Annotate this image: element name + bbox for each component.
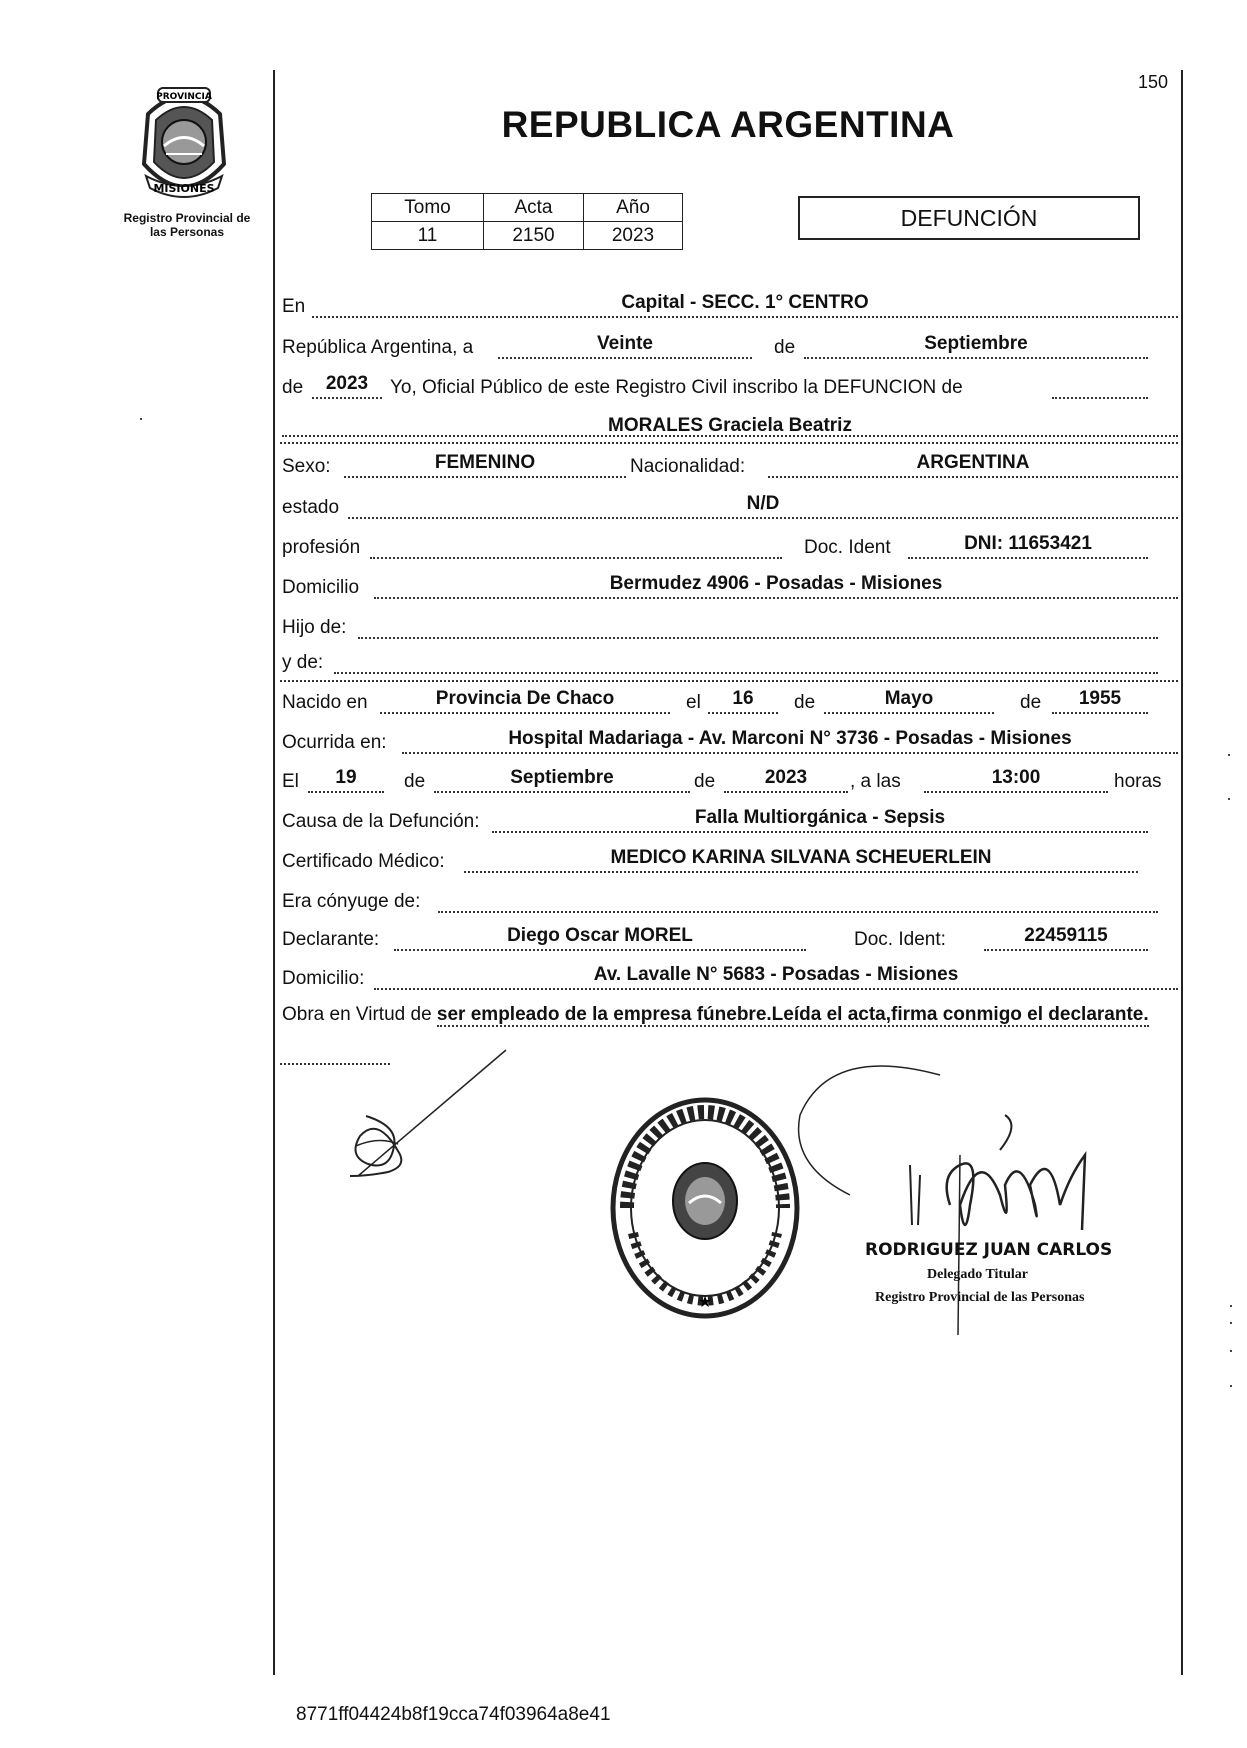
svg-text:PROVINCIA: PROVINCIA — [156, 92, 212, 102]
value-declarante-doc: 22459115 — [1024, 925, 1108, 946]
field-dia — [498, 333, 752, 359]
label-hijo-de: Hijo de: — [282, 617, 347, 638]
field-hijo-de — [358, 613, 1158, 639]
field-mes — [804, 333, 1148, 359]
field-declarante-doc — [984, 925, 1148, 951]
label-estado: estado — [282, 497, 340, 518]
record-header-tomo: Tomo — [372, 194, 484, 222]
field-def-hora — [924, 767, 1108, 793]
label-de-mes: de — [774, 337, 796, 358]
field-estado — [348, 493, 1178, 519]
scan-speck — [1230, 1350, 1232, 1352]
field-anio — [312, 373, 382, 399]
label-ocurrida-en: Ocurrida en: — [282, 732, 387, 753]
row-profesion — [282, 533, 1148, 559]
field-nombre — [282, 411, 1178, 437]
value-domicilio-declarante: Av. Lavalle N° 5683 - Posadas - Misiones — [593, 964, 959, 985]
value-certificado: MEDICO KARINA SILVANA SCHEUERLEIN — [610, 847, 992, 868]
record-value-acta: 2150 — [484, 222, 584, 250]
left-margin-line — [273, 70, 275, 1675]
row-nombre — [282, 411, 1178, 437]
label-de-nac-mes: de — [794, 692, 816, 713]
value-nacido-en: Provincia De Chaco — [435, 688, 615, 709]
field-lugar — [312, 292, 1178, 318]
value-anio: 2023 — [325, 373, 369, 394]
label-conyuge: Era cónyuge de: — [282, 891, 421, 912]
field-nac-anio — [1052, 688, 1148, 714]
record-table-value-row — [372, 222, 683, 250]
row-declarante — [282, 925, 1148, 951]
record-value-anio: 2023 — [584, 222, 683, 250]
row-y-de — [282, 648, 1158, 674]
field-def-mes — [434, 767, 690, 793]
field-domicilio-declarante — [374, 964, 1178, 990]
value-lugar: Capital - SECC. 1° CENTRO — [621, 292, 869, 313]
label-certificado: Certificado Médico: — [282, 851, 445, 872]
value-domicilio: Bermudez 4906 - Posadas - Misiones — [609, 573, 943, 594]
field-ocurrida-en — [402, 728, 1178, 754]
record-type-box: DEFUNCIÓN — [798, 196, 1140, 240]
field-nacido-en — [380, 688, 670, 714]
document-title: REPUBLICA ARGENTINA — [501, 104, 955, 145]
scan-speck — [1230, 1385, 1232, 1387]
field-domicilio — [374, 573, 1178, 599]
value-nombre: MORALES Graciela Beatriz — [608, 415, 852, 436]
label-en: En — [282, 296, 306, 317]
value-dni: DNI: 11653421 — [964, 533, 1092, 554]
record-value-tomo: 11 — [372, 222, 484, 250]
scan-speck — [1230, 1322, 1232, 1324]
label-nacionalidad: Nacionalidad: — [630, 456, 746, 477]
row-causa — [282, 807, 1148, 833]
page-number: 150 — [1138, 72, 1169, 92]
label-nacido-en: Nacido en — [282, 692, 368, 713]
label-de-anio: de — [282, 377, 304, 398]
label-el: el — [686, 692, 701, 713]
label-y-de: y de: — [282, 652, 324, 673]
svg-text:MISIONES: MISIONES — [153, 182, 215, 195]
value-nac-mes: Mayo — [884, 688, 934, 709]
field-profesion — [370, 533, 782, 559]
label-domicilio-2: Domicilio: — [282, 968, 365, 989]
row-nacimiento — [282, 688, 1148, 714]
row-ocurrida — [282, 728, 1178, 754]
field-conyuge — [438, 887, 1158, 913]
misiones-crest-logo — [128, 84, 240, 204]
value-causa: Falla Multiorgánica - Sepsis — [694, 807, 946, 828]
registry-label-line-1: Registro Provincial de — [123, 211, 251, 225]
declarant-signature — [338, 1046, 518, 1186]
field-nac-mes — [824, 688, 994, 714]
separator-line-1 — [280, 442, 1178, 444]
value-nacionalidad: ARGENTINA — [916, 452, 1030, 473]
value-obra: ser empleado de la empresa fúnebre.Leída el acta,firma conmigo el declarante. — [436, 1004, 1149, 1025]
label-de-def-mes: de — [404, 771, 426, 792]
registry-label — [102, 211, 272, 239]
separator-line-2 — [280, 680, 1178, 682]
row-fecha — [282, 333, 1148, 359]
field-nac-dia — [708, 688, 778, 714]
label-doc-ident-2: Doc. Ident: — [854, 929, 946, 950]
value-nac-dia: 16 — [732, 688, 754, 709]
scan-speck — [1230, 1305, 1232, 1307]
label-de-nac-anio: de — [1020, 692, 1042, 713]
row-anio-yo — [282, 373, 1148, 399]
value-dia: Veinte — [597, 333, 653, 354]
registry-label-line-2: las Personas — [149, 225, 225, 239]
field-declarante — [394, 925, 806, 951]
label-domicilio: Domicilio — [282, 577, 360, 598]
value-def-mes: Septiembre — [510, 767, 614, 788]
field-y-de — [334, 648, 1158, 674]
record-table-header-row — [372, 194, 683, 222]
record-table — [371, 193, 683, 250]
value-estado: N/D — [746, 493, 780, 514]
obra-paragraph — [282, 1001, 1178, 1029]
document-hash: 8771ff04424b8f19cca74f03964a8e41 — [296, 1704, 611, 1725]
record-header-acta: Acta — [484, 194, 584, 222]
row-lugar — [282, 292, 1178, 318]
label-horas: horas — [1114, 771, 1162, 792]
row-conyuge — [282, 887, 1158, 913]
label-el-cap: El — [282, 771, 299, 792]
label-yo-oficial: Yo, Oficial Público de este Registro Civil inscribo la DEFUNCION de — [390, 377, 963, 398]
value-def-hora: 13:00 — [991, 767, 1041, 788]
field-def-anio — [724, 767, 848, 793]
signatory-name: RODRIGUEZ JUAN CARLOS — [865, 1240, 1113, 1260]
official-seal — [605, 1093, 805, 1323]
svg-text:★: ★ — [697, 1292, 713, 1311]
field-trail-yo — [1052, 373, 1148, 399]
label-doc-ident: Doc. Ident — [804, 537, 891, 558]
label-causa: Causa de la Defunción: — [282, 811, 480, 832]
row-certificado — [282, 847, 1138, 873]
right-margin-line — [1181, 70, 1183, 1675]
row-hijo-de — [282, 613, 1158, 639]
signatory-organization: Registro Provincial de las Personas — [875, 1290, 1085, 1305]
label-republica: República Argentina, a — [282, 337, 474, 358]
value-mes: Septiembre — [924, 333, 1028, 354]
scan-speck — [140, 418, 142, 420]
row-fecha-defuncion — [282, 767, 1178, 793]
label-sexo: Sexo: — [282, 456, 331, 477]
label-a-las: , a las — [850, 771, 901, 792]
record-header-anio: Año — [584, 194, 683, 222]
scan-speck — [1228, 798, 1230, 800]
label-de-def-anio: de — [694, 771, 716, 792]
row-domicilio — [282, 573, 1178, 599]
row-sexo — [282, 452, 1178, 478]
label-obra: Obra en Virtud de — [282, 1004, 432, 1025]
value-ocurrida-en: Hospital Madariaga - Av. Marconi N° 3736 - Posadas - Misiones — [508, 728, 1072, 749]
signatory-role: Delegado Titular — [927, 1267, 1028, 1282]
label-profesion: profesión — [282, 537, 361, 558]
field-nacionalidad — [768, 452, 1178, 478]
field-def-dia — [308, 767, 384, 793]
label-declarante: Declarante: — [282, 929, 380, 950]
value-declarante: Diego Oscar MOREL — [507, 925, 693, 946]
field-dni — [908, 533, 1148, 559]
scan-speck — [1228, 754, 1230, 756]
field-sexo — [344, 452, 626, 478]
row-domicilio-declarante — [282, 964, 1178, 990]
value-def-anio: 2023 — [764, 767, 808, 788]
row-estado — [282, 493, 1178, 519]
field-certificado — [464, 847, 1138, 873]
value-sexo: FEMENINO — [434, 452, 536, 473]
field-causa — [492, 807, 1148, 833]
value-nac-anio: 1955 — [1078, 688, 1122, 709]
value-def-dia: 19 — [335, 767, 357, 788]
